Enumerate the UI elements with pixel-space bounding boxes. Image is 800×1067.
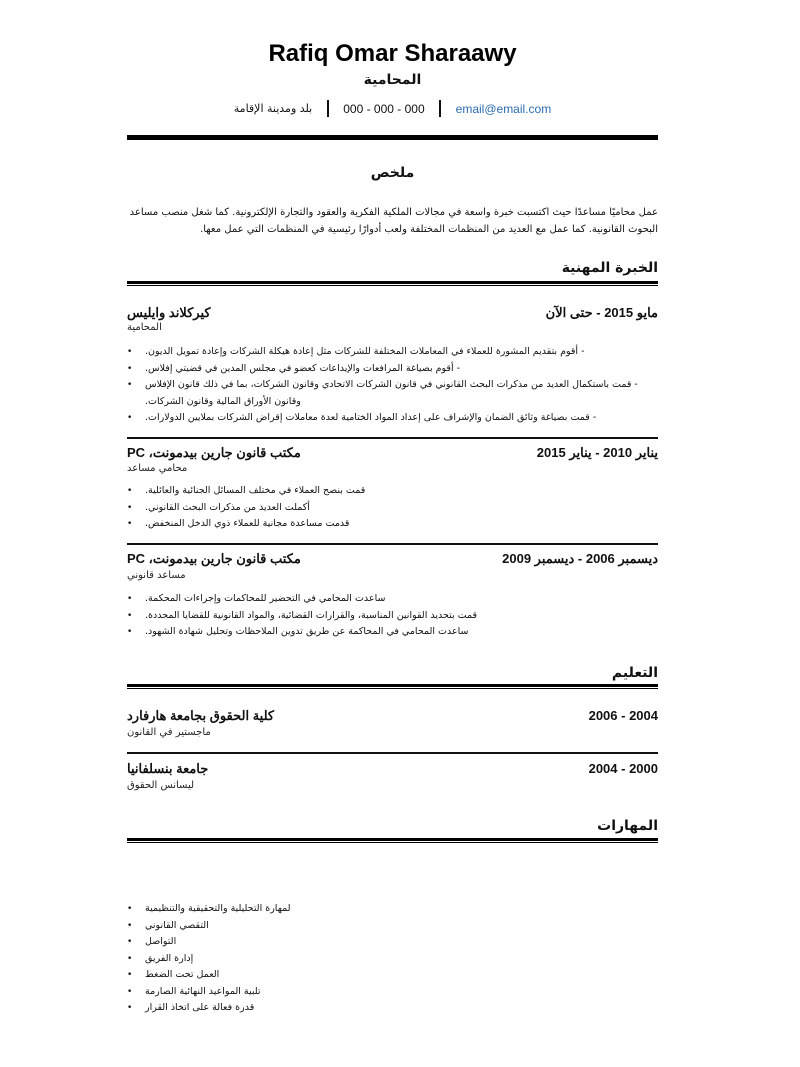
skill-item: • التقصي القانوني <box>127 918 658 935</box>
skills-heading: المهارات <box>597 818 658 834</box>
divider <box>327 100 329 117</box>
skill-item: • قدرة فعالة على اتخاذ القرار <box>127 1000 658 1017</box>
summary-heading: ملخص <box>370 165 415 181</box>
contact-line <box>127 100 658 117</box>
list-item: • - أقوم بصياغة المرافعات والإيداعات كعضو في مجلس المدين في قضيتي إفلاس. <box>127 361 658 378</box>
candidate-title: المحامية <box>363 72 422 88</box>
job-role: المحامية <box>127 322 162 333</box>
degree-text: ليسانس الحقوق <box>127 780 195 791</box>
education-row <box>127 708 658 726</box>
header-rule <box>127 135 658 140</box>
job-role: مساعد قانوني <box>127 570 186 581</box>
experience-heading: الخبرة المهنية <box>561 260 658 276</box>
skill-item: • التواصل <box>127 934 658 951</box>
job-date: مايو 2015 - حتى الآن <box>545 305 658 320</box>
divider <box>439 100 441 117</box>
job-date: يناير 2010 - يناير 2015 <box>536 445 658 460</box>
job-row <box>127 551 658 569</box>
section-rule <box>127 684 658 689</box>
list-item: • - قمت باستكمال العديد من مذكرات البحث القانوني في قانون الشركات الاتحادي وقانون الشركات، بما في ذلك قانون الإفلاس وقانون الأوراق المالية وقانون الشركات. <box>127 377 658 410</box>
section-rule <box>127 281 658 286</box>
section-rule <box>127 838 658 843</box>
job-org: مكتب قانون جارين بيدمونت، PC <box>127 551 301 566</box>
skill-item: • تلبية المواعيد النهائية الصارمة <box>127 984 658 1001</box>
job-row <box>127 305 658 323</box>
skills-list <box>127 901 658 1017</box>
list-item: • أكملت العديد من مذكرات البحث القانوني. <box>127 500 658 517</box>
education-heading: التعليم <box>611 665 658 681</box>
job-org: مكتب قانون جارين بيدمونت، PC <box>127 445 301 460</box>
school-name: جامعة بنسلفانيا <box>127 761 209 776</box>
list-item: • ساعدت المحامي في المحاكمة عن طريق تدوين الملاحظات وتحليل شهادة الشهود. <box>127 624 658 641</box>
job-divider <box>127 437 658 439</box>
list-item: • قدمت مساعدة مجانية للعملاء ذوي الدخل المنخفض. <box>127 516 658 533</box>
job-bullets <box>127 591 658 641</box>
job-org: كيركلاند وايليس <box>127 305 211 320</box>
education-date: 2000 - 2004 <box>588 761 658 776</box>
job-date: ديسمبر 2006 - ديسمبر 2009 <box>502 551 658 566</box>
degree-text: ماجستير في القانون <box>127 727 211 738</box>
skill-item: • إدارة الفريق <box>127 951 658 968</box>
skill-item: • العمل تحت الضغط <box>127 967 658 984</box>
location-text: بلد ومدينة الإقامة <box>233 102 313 115</box>
job-divider <box>127 543 658 545</box>
list-item: • قمت بنصح العملاء في مختلف المسائل الجنائية والعائلية. <box>127 483 658 500</box>
summary-text: عمل محاميًا مساعدًا حيث اكتسبت خبرة واسعة في مجالات الملكية الفكرية والعقود والتجارة الإلكترونية. كما شغل منصب مساعد البحوث القانونية. كما عمل مع العديد من المنظمات المختلفة ولعب أدوارًا رئيسية في المنظمات التي عمل معها. <box>129 207 658 235</box>
education-date: 2004 - 2006 <box>588 708 658 723</box>
list-item: • - أقوم بتقديم المشورة للعملاء في المعاملات المختلفة للشركات مثل إعادة هيكلة الشركات وإعادة تمويل الديون. <box>127 344 658 361</box>
education-divider <box>127 752 658 754</box>
job-bullets <box>127 344 658 427</box>
phone-text: 000 - 000 - 000 <box>343 101 425 116</box>
list-item: • - قمت بصياغة وثائق الضمان والإشراف على إعداد المواد الختامية لعدة معاملات إقراض الشركات بملايين الدولارات. <box>127 410 658 427</box>
school-name: كلية الحقوق بجامعة هارفارد <box>127 708 275 723</box>
job-role: محامي مساعد <box>127 463 188 474</box>
job-bullets <box>127 483 658 533</box>
skill-item: • لمهارة التحليلية والتحقيقية والتنظيمية <box>127 901 658 918</box>
list-item: • ساعدت المحامي في التحضير للمحاكمات وإجراءات المحكمة. <box>127 591 658 608</box>
candidate-name: Rafiq Omar Sharaawy <box>268 40 517 67</box>
email-link[interactable]: email@email.com <box>455 101 552 116</box>
job-row <box>127 445 658 463</box>
list-item: • قمت بتحديد القوانين المناسبة، والقرارات القضائية، والمواد القانونية للقضايا المحددة. <box>127 608 658 625</box>
education-row <box>127 761 658 779</box>
